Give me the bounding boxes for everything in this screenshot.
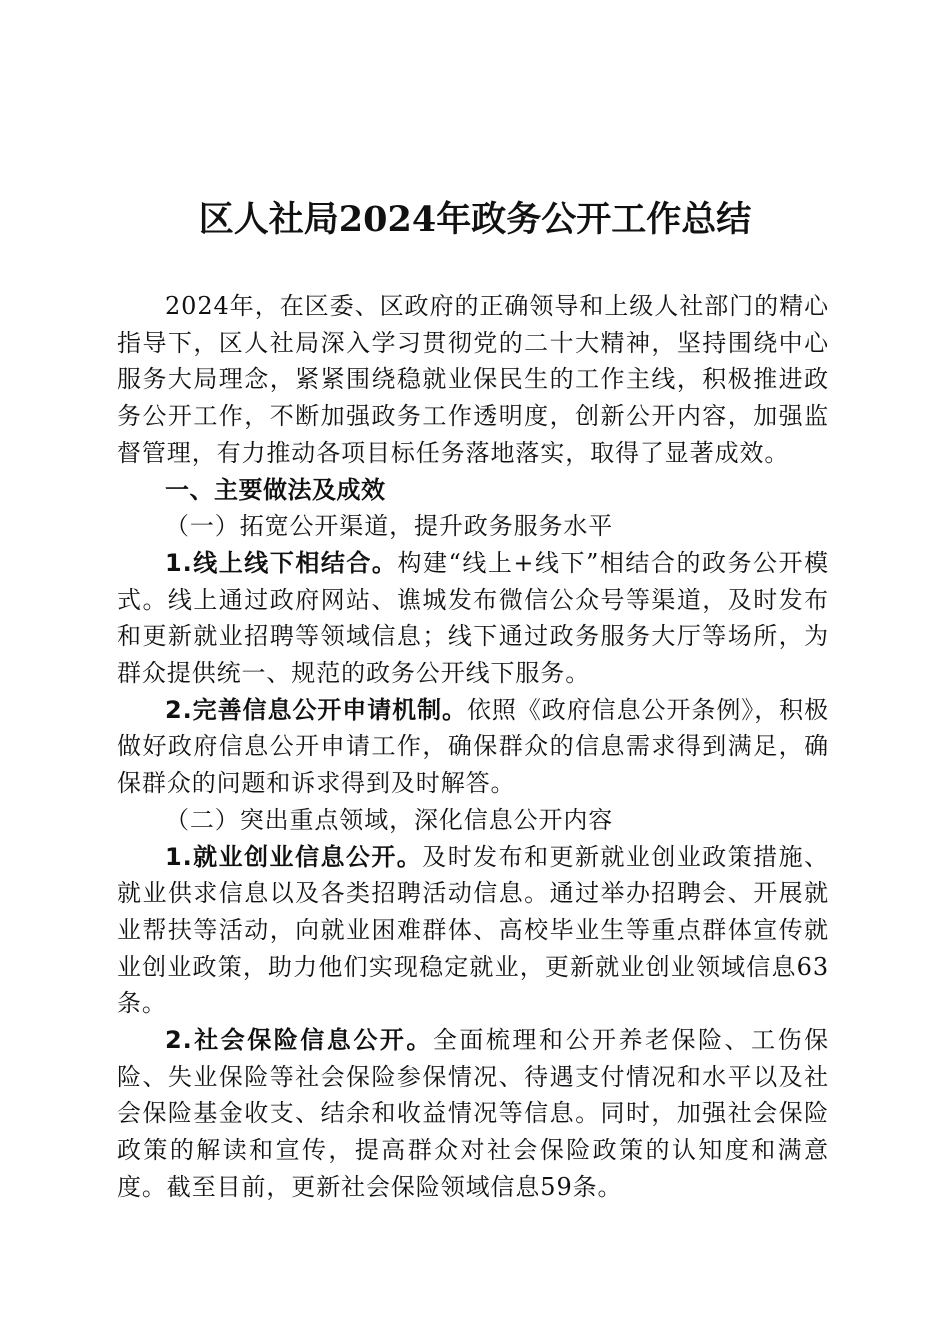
item-online-offline	[117, 545, 829, 692]
subsection-heading-channels: （一）拓宽公开渠道，提升政务服务水平	[165, 512, 614, 541]
item-text: 及时发布和更新就业创业政策措施、就业供求信息以及各类招聘活动信息。通过举办招聘会、开展就业帮扶等活动，向就业困难群体、高校毕业生等重点群体宣传就业创业政策，助力他们实现稳定就业，更新就业创业领域信息63条。	[117, 842, 829, 1018]
item-text: 构建“线上+线下”相结合的政务公开模式。线上通过政府网站、谯城发布微信公众号等渠道，及时发布和更新就业招聘等领域信息；线下通过政务服务大厅等场所，为群众提供统一、规范的政务公开线下服务。	[117, 548, 829, 688]
item-text: 依照《政府信息公开条例》，积极做好政府信息公开申请工作，确保群众的信息需求得到满足，确保群众的问题和诉求得到及时解答。	[117, 695, 830, 798]
intro-paragraph: 2024年，在区委、区政府的正确领导和上级人社部门的精心指导下，区人社局深入学习贯彻党的二十大精神，坚持围绕中心服务大局理念，紧紧围绕稳就业保民生的工作主线，积极推进政务公开工作，不断加强政务工作透明度，创新公开内容，加强监督管理，有力推动各项目标任务落地落实，取得了显著成效。	[117, 292, 829, 467]
item-lead: 1.线上线下相结合。	[165, 548, 398, 577]
item-lead: 1.就业创业信息公开。	[165, 842, 423, 871]
subsection-heading-key-areas: （二）突出重点领域，深化信息公开内容	[165, 805, 614, 834]
item-lead: 2.完善信息公开申请机制。	[165, 695, 467, 724]
item-social-insurance-info	[117, 1022, 829, 1206]
item-text: 全面梳理和公开养老保险、工伤保险、失业保险等社会保险参保情况、待遇支付情况和水平以及社会保险基金收支、结余和收益情况等信息。同时，加强社会保险政策的解读和宣传，提高群众对社会保险政策的认知度和满意度。截至目前，更新社会保险领域信息59条。	[117, 1026, 829, 1201]
item-employment-info	[117, 839, 829, 1023]
item-application-mechanism	[117, 692, 829, 802]
section-heading-main-practices: 一、主要做法及成效	[165, 475, 386, 504]
document-title: 区人社局2024年政务公开工作总结	[198, 199, 752, 240]
item-lead: 2.社会保险信息公开。	[165, 1026, 433, 1055]
document-body	[117, 288, 829, 1206]
